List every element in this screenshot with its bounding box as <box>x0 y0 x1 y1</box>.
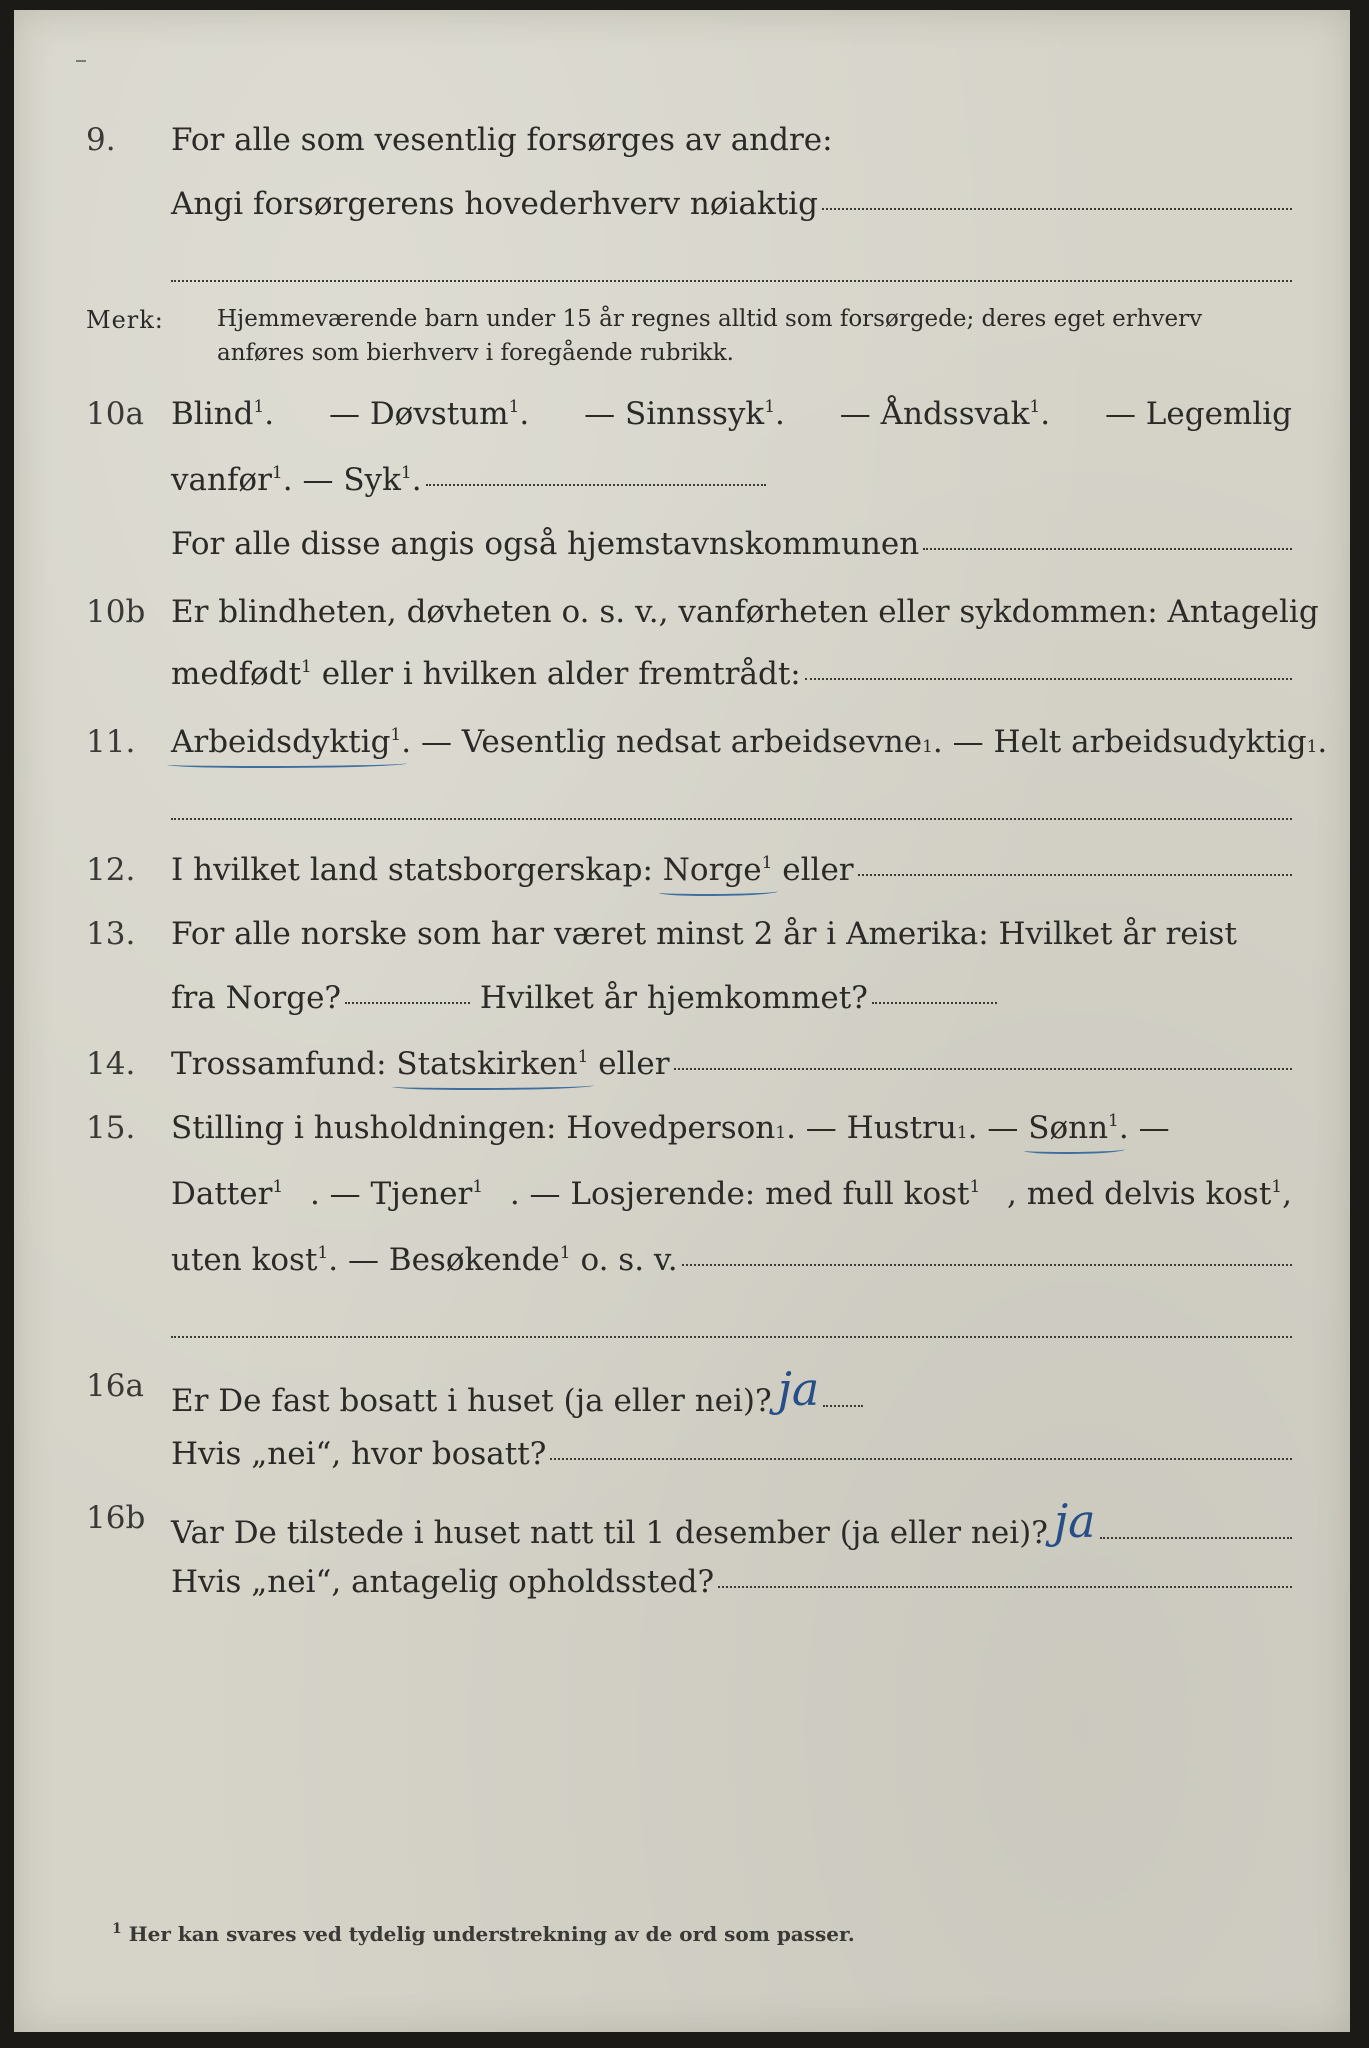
q10b-answer-field[interactable] <box>805 678 1292 680</box>
q12-norge[interactable]: Norge$^1$ <box>662 852 773 888</box>
q14-row <box>14 1046 1350 1096</box>
q15-datter: Datter$^1$ <box>171 1176 284 1212</box>
q16a-line1: Er De fast bosatt i huset (ja eller nei)? <box>171 1383 772 1419</box>
q15-besokende: . — Besøkende$^1$ <box>328 1242 571 1278</box>
q10a-line3: For alle disse angis også hjemstavnskommunen <box>171 526 920 562</box>
q13-row2 <box>14 980 1350 1030</box>
q9-row <box>14 122 1350 172</box>
q16b-row <box>14 1494 1350 1551</box>
q10b-row2 <box>14 656 1350 706</box>
q12-answer-field[interactable] <box>858 874 1292 876</box>
q16a-row <box>14 1362 1350 1419</box>
q9-answer-line[interactable] <box>171 280 1292 282</box>
q9-line1: For alle som vesentlig forsørges av andre: <box>171 122 833 158</box>
q11-number: 11. <box>86 724 136 760</box>
q10a-hjemstavn-field[interactable] <box>923 548 1292 550</box>
q10a-dovstum: — Døvstum$^1$. <box>328 396 530 432</box>
q10b-number: 10b <box>86 594 146 630</box>
q10a-sinnssyk: — Sinnssyk$^1$. <box>584 396 785 432</box>
q14-statskirken[interactable]: Statskirken$^1$ <box>396 1046 589 1082</box>
q11-arbeidsdyktig[interactable]: Arbeidsdyktig$^1$ <box>171 724 402 760</box>
q16b-opholdssted-field[interactable] <box>718 1586 1292 1588</box>
footnote <box>112 1922 855 1946</box>
footnote-mark: 1 <box>112 1921 122 1937</box>
merk-text: Hjemmeværende barn under 15 år regnes alltid som forsørgede; deres eget erhverv anføres som bierhverv i foregående rubrikk. <box>217 306 1203 366</box>
q15-losjerende: . — Losjerende: med full kost$^1$ <box>509 1176 981 1212</box>
q13-hjemkommet: Hvilket år hjemkommet? <box>470 980 868 1016</box>
q16b-answer-field[interactable] <box>1100 1537 1292 1539</box>
q15-sonn[interactable]: Sønn$^1$ <box>1028 1110 1119 1146</box>
q10a-row2 <box>14 462 1350 512</box>
q10b-line2: eller i hvilken alder fremtrådt: <box>311 656 801 692</box>
q10a-syk: — Syk$^1$. <box>302 462 422 498</box>
q14-eller: eller <box>588 1046 670 1082</box>
q13-line1: For alle norske som har været minst 2 år i Amerika: Hvilket år reist <box>171 916 1237 952</box>
q9-line2: Angi forsørgerens hovederhverv nøiaktig <box>171 186 818 222</box>
q15-row: 15. Stilling i husholdningen: Hovedperson 1 . — Hustru 1 . — Sønn$^1$ . — <box>86 1110 1170 1146</box>
q13-row <box>14 916 1350 966</box>
footnote-text: Her kan svares ved tydelig understrekning av de ord som passer. <box>128 1922 855 1946</box>
q13-reist-field[interactable] <box>345 1002 470 1004</box>
q15-uten: uten kost$^1$ <box>171 1242 329 1278</box>
q14-answer-field[interactable] <box>674 1068 1292 1070</box>
q15-osv: o. s. v. <box>570 1242 678 1278</box>
q13-hjemkommet-field[interactable] <box>872 1002 997 1004</box>
q11-row: 11. Arbeidsdyktig$^1$ . — Vesentlig nedsat arbeidsevne 1 . — Helt arbeidsudyktig 1 . <box>86 724 1328 760</box>
q15-prefix: Stilling i husholdningen: Hovedperson <box>171 1110 776 1146</box>
q16a-handwritten-answer[interactable]: ja <box>777 1362 820 1416</box>
q10a-row <box>14 396 1350 446</box>
q15-answer-line[interactable] <box>171 1336 1292 1338</box>
corner-mark <box>76 60 86 62</box>
q12-row <box>14 852 1350 902</box>
q10a-legemlig: — Legemlig <box>1104 396 1292 432</box>
q15-delvis: , med delvis kost$^1$, <box>1007 1176 1292 1212</box>
q15-row2 <box>14 1176 1350 1226</box>
q10b-medfodt: medfødt$^1$ <box>171 656 312 692</box>
q13-number: 13. <box>86 916 136 952</box>
q16b-line1: Var De tilstede i huset natt til 1 desember (ja eller nei)? <box>171 1515 1048 1551</box>
q10a-vanfor: vanfør$^1$. <box>171 462 293 498</box>
merk-label: Merk: <box>86 306 164 334</box>
q15-row3 <box>14 1242 1350 1292</box>
q15-answer-field[interactable] <box>682 1264 1292 1266</box>
q16b-handwritten-answer[interactable]: ja <box>1053 1494 1096 1548</box>
q16a-bosatt-field[interactable] <box>550 1458 1292 1460</box>
q12-prefix: I hvilket land statsborgerskap: <box>171 852 663 888</box>
census-form-page <box>14 10 1350 2032</box>
q10a-andssvak: — Åndssvak$^1$. <box>839 396 1051 432</box>
q14-number: 14. <box>86 1046 136 1082</box>
q10a-blind: Blind$^1$. <box>171 396 275 432</box>
q15-tjener: . — Tjener$^1$ <box>309 1176 484 1212</box>
q10b-row <box>14 594 1350 644</box>
q10a-syk-field[interactable] <box>426 484 766 486</box>
q16a-number: 16a <box>86 1368 144 1404</box>
q15-number: 15. <box>86 1110 136 1146</box>
q11-answer-line[interactable] <box>171 818 1292 820</box>
q9-number: 9. <box>86 122 116 158</box>
q16b-number: 16b <box>86 1500 146 1536</box>
q16a-answer-field[interactable] <box>823 1405 863 1407</box>
q16a-line2: Hvis „nei“, hvor bosatt? <box>171 1436 547 1472</box>
q14-prefix: Trossamfund: <box>171 1046 397 1082</box>
q10a-row3 <box>14 526 1350 576</box>
q9-row2 <box>14 186 1350 236</box>
q9-answer-field[interactable] <box>822 208 1292 210</box>
q10a-number: 10a <box>86 396 144 432</box>
q10b-line1: Er blindheten, døvheten o. s. v., vanførheten eller sykdommen: Antagelig <box>171 594 1319 630</box>
q16b-line2: Hvis „nei“, antagelig opholdssted? <box>171 1564 715 1600</box>
q16a-row2 <box>14 1436 1350 1486</box>
q11-helt: . — Helt arbeidsudyktig <box>932 724 1307 760</box>
q16b-row2 <box>14 1564 1350 1614</box>
q13-fra-norge: fra Norge? <box>171 980 342 1016</box>
q15-hustru: . — Hustru <box>786 1110 957 1146</box>
q12-number: 12. <box>86 852 136 888</box>
q12-eller: eller <box>772 852 854 888</box>
q11-vesentlig: . — Vesentlig nedsat arbeidsevne <box>401 724 923 760</box>
